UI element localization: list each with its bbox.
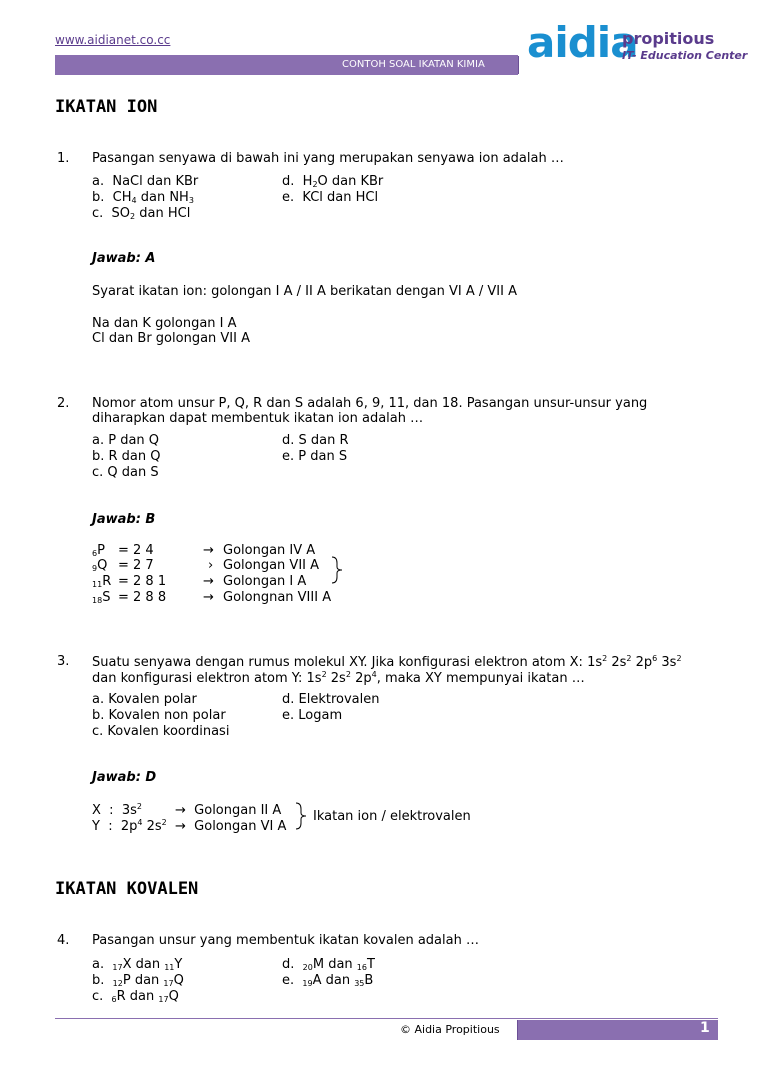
option-c: c. $_6$R dan $_{17}$Q xyxy=(92,989,179,1004)
option-b: b. R dan Q xyxy=(92,449,161,464)
option-c: c. Q dan S xyxy=(92,465,159,480)
footer-divider xyxy=(517,1020,518,1040)
group-label: Golongnan VIII A xyxy=(223,590,332,605)
option-d: d. $_{20}$M dan $_{16}$T xyxy=(282,957,375,972)
site-url-link[interactable]: www.aidianet.co.cc xyxy=(55,33,171,47)
page-number: 1 xyxy=(700,1020,710,1036)
explanation-text: Syarat ikatan ion: golongan I A / II A berikatan dengan VI A / VII A xyxy=(92,284,517,299)
answer-label: Jawab: D xyxy=(92,770,157,785)
question-text: Pasangan senyawa di bawah ini yang merupakan senyawa ion adalah … xyxy=(92,151,564,166)
config-row-s: $_{18}$S xyxy=(92,590,111,605)
option-e: e. $_{19}$A dan $_{35}$B xyxy=(282,973,374,988)
explanation-text: Na dan K golongan I A xyxy=(92,316,237,331)
question-text: Nomor atom unsur P, Q, R dan S adalah 6, 9, 11, dan 18. Pasangan unsur-unsur yang xyxy=(92,396,648,411)
config-row-x: X : $3s^2$ → Golongan II A xyxy=(92,802,282,818)
footer-bar xyxy=(518,1020,718,1040)
question-text: diharapkan dapat membentuk ikatan ion adalah … xyxy=(92,411,424,426)
config-value: = 2 8 8 xyxy=(118,590,167,605)
option-e: e. P dan S xyxy=(282,449,348,464)
explanation-text: Cl dan Br golongan VII A xyxy=(92,331,250,346)
question-text: Pasangan unsur yang membentuk ikatan kovalen adalah … xyxy=(92,933,479,948)
option-d: d. $H_2O$ dan KBr xyxy=(282,174,384,189)
option-a: a. P dan Q xyxy=(92,433,160,448)
footer-copyright: © Aidia Propitious xyxy=(400,1023,500,1036)
arrow-icon: → xyxy=(203,574,214,589)
brace-icon xyxy=(294,802,308,830)
question-number: 3. xyxy=(57,654,70,669)
result-text: Ikatan ion / elektrovalen xyxy=(313,809,471,824)
answer-label: Jawab: A xyxy=(92,251,156,266)
option-b: b. $_{12}$P dan $_{17}$Q xyxy=(92,973,184,988)
option-b: b. $CH_4$ dan $NH_3$ xyxy=(92,190,194,205)
question-number: 2. xyxy=(57,396,70,411)
group-label: Golongan I A xyxy=(223,574,307,589)
question-number: 1. xyxy=(57,151,70,166)
group-label: Golongan VII A xyxy=(223,558,320,573)
config-row-y: Y : $2p^4$ $2s^2$ → Golongan VI A xyxy=(92,818,287,834)
option-a: a. $_{17}$X dan $_{11}$Y xyxy=(92,957,183,972)
question-text: Suatu senyawa dengan rumus molekul XY. Jika konfigurasi elektron atom X: $1s^2$ $2s^2$ $2p^6$ $3s^2$ xyxy=(92,654,682,670)
footer-rule xyxy=(55,1018,718,1019)
option-c: c. Kovalen koordinasi xyxy=(92,724,230,739)
option-a: a. Kovalen polar xyxy=(92,692,197,707)
config-row-q: $_9$Q xyxy=(92,558,108,573)
section-heading-ikatan-kovalen: IKATAN KOVALEN xyxy=(55,879,199,899)
arrow-icon: › xyxy=(208,558,214,573)
aidia-logo: aidia xyxy=(527,18,638,67)
brace-icon xyxy=(330,556,344,584)
option-e: e. Logam xyxy=(282,708,343,723)
option-d: d. S dan R xyxy=(282,433,349,448)
config-value: = 2 4 xyxy=(118,543,154,558)
answer-label: Jawab: B xyxy=(92,512,156,527)
logo-tagline: IT- Education Center xyxy=(622,49,748,62)
group-label: Golongan IV A xyxy=(223,543,316,558)
question-number: 4. xyxy=(57,933,70,948)
option-b: b. Kovalen non polar xyxy=(92,708,226,723)
config-row-r: $_{11}$R xyxy=(92,574,112,589)
arrow-icon: → xyxy=(203,590,214,605)
section-heading-ikatan-ion: IKATAN ION xyxy=(55,97,158,117)
option-e: e. KCl dan HCl xyxy=(282,190,379,205)
arrow-icon: → xyxy=(203,543,214,558)
question-text: dan konfigurasi elektron atom Y: $1s^2$ $2s^2$ $2p^4$, maka XY mempunyai ikatan … xyxy=(92,670,585,686)
option-d: d. Elektrovalen xyxy=(282,692,380,707)
option-a: a. NaCl dan KBr xyxy=(92,174,199,189)
config-row-p: $_6$P xyxy=(92,543,105,558)
config-value: = 2 7 xyxy=(118,558,154,573)
config-value: = 2 8 1 xyxy=(118,574,167,589)
option-c: c. $SO_2$ dan HCl xyxy=(92,206,191,221)
document-title: CONTOH SOAL IKATAN KIMIA xyxy=(342,59,485,70)
logo-brand-name: propitious xyxy=(622,29,715,48)
header-divider xyxy=(518,56,519,74)
